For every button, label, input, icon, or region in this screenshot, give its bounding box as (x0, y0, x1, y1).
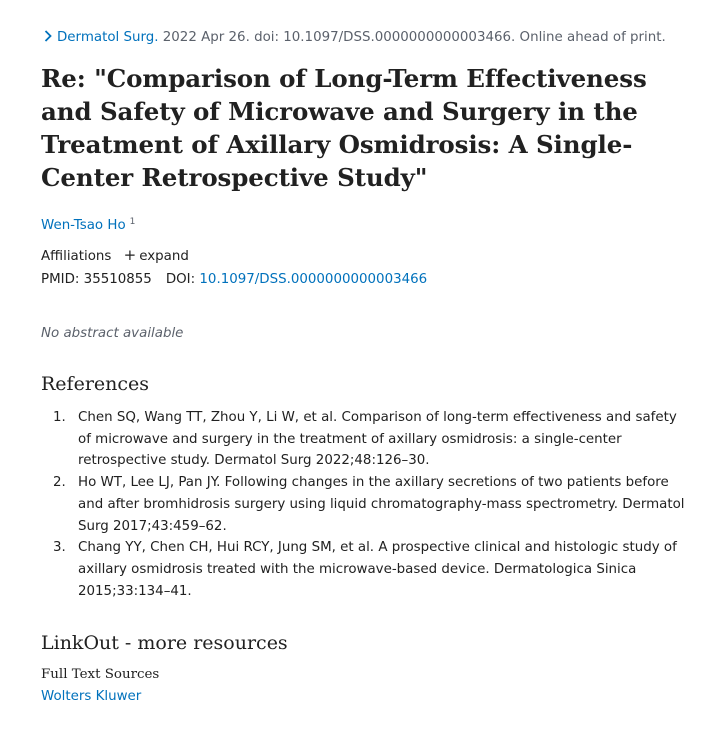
journal-link[interactable]: Dermatol Surg. (57, 30, 159, 45)
references-list (41, 407, 691, 602)
reference-item (41, 472, 691, 537)
no-abstract-note: No abstract available (41, 326, 184, 341)
doi-link[interactable]: 10.1097/DSS.0000000000003466 (199, 272, 428, 287)
chevron-right-icon[interactable] (41, 29, 55, 43)
reference-item (41, 407, 691, 472)
affiliations-label: Affiliations (41, 249, 112, 264)
pmid-value: 35510855 (83, 272, 152, 287)
reference-item (41, 537, 691, 602)
journal-citation (41, 28, 666, 48)
article-title: Re: "Comparison of Long-Term Effectiveness and Safety of Microwave and Surgery in the Treatment of Axillary Osmidrosis: A Single-Center Retrospective Study" (41, 64, 647, 192)
reference-text: Ho WT, Lee LJ, Pan JY. Following changes in the axillary secretions of two patients before and after bromhidrosis surgery using liquid chromatography-mass spectrometry. Dermatol Surg 2017;43:459–62. (78, 475, 685, 534)
author-list (41, 212, 135, 236)
pmid-label: PMID: (41, 272, 84, 287)
affiliations-expand-button[interactable] (123, 246, 189, 264)
references-heading: References (41, 373, 150, 395)
affiliations-row (41, 245, 189, 267)
identifiers-row (41, 270, 427, 290)
citation-details: 2022 Apr 26. doi: 10.1097/DSS.0000000000003466. Online ahead of print. (158, 30, 666, 45)
author-link[interactable]: Wen-Tsao Ho (41, 218, 126, 233)
reference-text: Chang YY, Chen CH, Hui RCY, Jung SM, et al. A prospective clinical and histologic study of axillary osmidrosis treated with the microwave-based device. Dermatologica Sinica 2015;33:134–41. (78, 540, 677, 599)
doi-label: DOI: (165, 272, 200, 287)
reference-number: 3. (53, 540, 66, 556)
reference-number: 1. (53, 410, 66, 425)
full-text-sources-label: Full Text Sources (41, 667, 160, 682)
reference-text: Chen SQ, Wang TT, Zhou Y, Li W, et al. Comparison of long-term effectiveness and safety of microwave and surgery in the treatment of axillary osmidrosis: a single-center retrospective study. Dermatol Surg 2022;48:126–30. (78, 410, 677, 469)
author-affiliation-ref[interactable]: 1 (129, 217, 136, 227)
expand-label: expand (139, 249, 189, 264)
linkout-heading: LinkOut - more resources (41, 632, 288, 654)
plus-icon: + (123, 246, 137, 264)
full-text-source-link[interactable]: Wolters Kluwer (41, 689, 142, 704)
reference-number: 2. (53, 475, 66, 491)
